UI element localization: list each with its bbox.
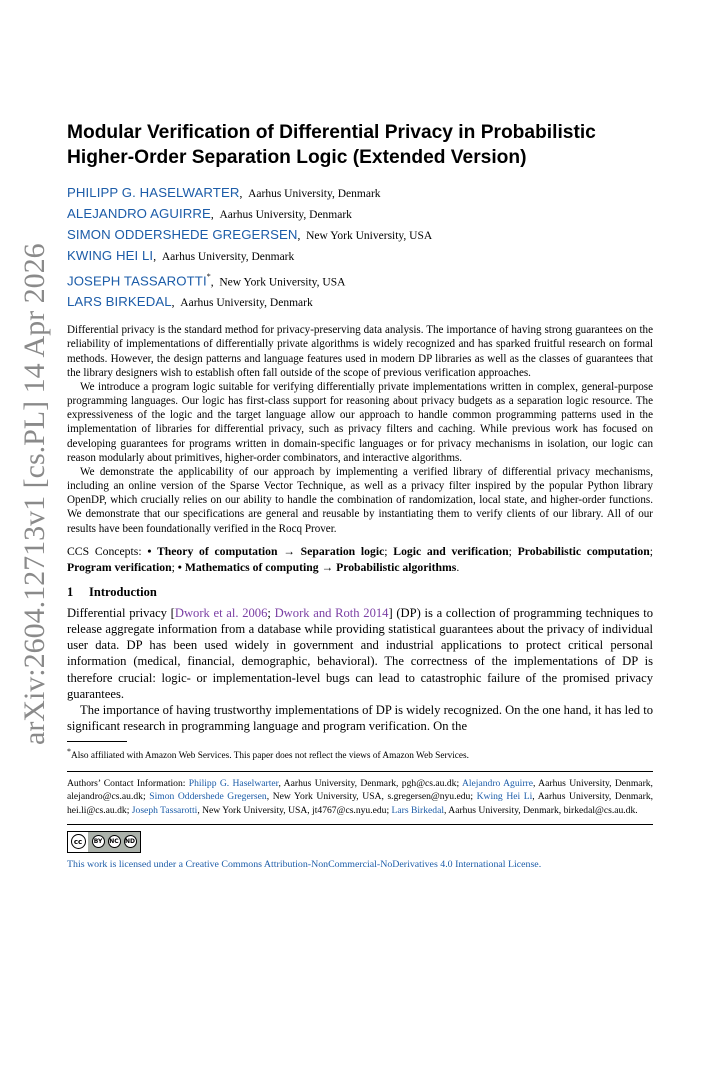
contact-author-link[interactable]: Joseph Tassarotti [131,804,198,816]
author-list [67,183,653,313]
paper-title [67,120,653,170]
footnote-marker[interactable]: * [206,272,211,281]
author-affiliation: New York University, USA [306,230,433,242]
ccs-term: Separation logic [300,544,385,558]
ccs-term: Mathematics of computing [184,560,319,574]
footnote-marker: * [67,746,71,756]
author-name[interactable]: PHILIPP G. HASELWARTER [67,185,240,200]
author-affiliation: Aarhus University, Denmark [248,188,381,200]
author-affiliation: Aarhus University, Denmark [161,251,295,263]
author-affiliation: Aarhus University, Denmark [180,297,313,310]
author-name[interactable]: LARS BIRKEDAL [67,294,172,310]
author-entry: KWING HEI LI, Aarhus University, Denmark [67,248,295,263]
author-name[interactable]: KWING HEI LI [67,248,154,263]
ccs-separator: ; [171,560,178,574]
abstract-paragraph: We demonstrate the applicability of our approach by implementing a verified library of differential privacy mechanisms, including an online version of the Sparse Vector Technique, as well as a privacy filter inspired by the popular Python library OpenDP, which crucially relies on our ability to handle the combination of randomization, local state, and higher-order functions. We demonstrate that our specifications are general and reusable by instantiating them to verify clients of our library. All of our results have been foundationally verified in the Rocq Prover. [67,465,653,535]
author-entry: SIMON ODDERSHEDE GREGERSEN, New York University, USA [67,227,433,242]
cc-by-nc-nd-icons [88,832,140,852]
contact-author-link[interactable]: Simon Oddershede Gregersen [149,791,267,803]
introduction-body [67,605,653,735]
author-entry: PHILIPP G. HASELWARTER, Aarhus University, Denmark [67,185,381,200]
ccs-separator: ; [508,544,518,558]
citation-link[interactable]: Dwork et al. 2006 [174,605,268,620]
cc-icon: cc [68,832,88,852]
ccs-term: Logic and verification [393,544,509,558]
creative-commons-badge[interactable] [67,831,141,853]
body-paragraph: Differential privacy [Dwork et al. 2006; Dwork and Roth 2014] (DP) is a collection of programming techniques to release aggregate information from a database while providing statistical guarantees about the privacy of individual user data. DP has been used widely in government and industrial applications to protect critical personal information (medical, financial, demographic, behavioral). The correctness of the implementations of DP is therefore crucial: logic- or implementation-level bugs can lead to catastrophic failure of the promised privacy guarantees. [67,605,653,701]
cc-nd-icon: ND [124,835,137,848]
abstract-paragraph: We introduce a program logic suitable for verifying differentially private implementations written in complex, general-purpose programming languages. Our logic has first-class support for reasoning about privacy budgets as a separation logic resource. The expressiveness of the logic and the target language allow our approach to handle common programming patterns used in the implementation of libraries for differential privacy, such as privacy filters and caching. While previous work has focused on developing guarantees for programs written in domain-specific languages or for privacy mechanisms in isolation, our logic can reason modularly about primitives, higher-order combinators, and interactive algorithms. [67,380,653,464]
license-link[interactable]: This work is licensed under a Creative Commons Attribution-NonCommercial-NoDerivatives 4.0 International License. [67,858,542,870]
contact-author-link[interactable]: Alejandro Aguirre [461,777,533,789]
footnote-text: Also affiliated with Amazon Web Services. This paper does not reflect the views of Amazon Web Services. [71,750,469,761]
title-line-2: Higher-Order Separation Logic (Extended Version) [67,147,527,168]
author-affiliation: New York University, USA [219,276,346,289]
author-entry: JOSEPH TASSAROTTI*, New York University, USA [67,272,346,289]
ccs-arrow: → [277,544,301,558]
contact-author-link[interactable]: Lars Birkedal [391,804,445,816]
ccs-separator: ; [649,544,654,558]
contact-author-link[interactable]: Kwing Hei Li [476,791,533,803]
ccs-term: Theory of computation [156,544,278,558]
ccs-arrow: → [318,560,337,574]
contact-label: Authors’ Contact Information: [67,777,189,789]
ccs-label: CCS Concepts: [67,544,148,558]
section-heading [67,585,653,600]
footnote [67,745,653,763]
abstract-paragraph: Differential privacy is the standard method for privacy-preserving data analysis. The importance of having strong guarantees on the reliability of implementations of differentially private algorithms is widely recognized and has sparked fruitful research on formal methods. However, the design patterns and language features used in modern DP libraries as well as the classes of guarantees that the library designers wish to establish often fall outside of the scope of previous verification approaches. [67,324,653,379]
license-divider [67,824,653,825]
body-paragraph: The importance of having trustworthy implementations of DP is widely recognized. On the one hand, it has led to significant research in programming language and program verification. On the [67,703,653,734]
abstract [67,323,653,535]
ccs-bullet: • [147,544,157,558]
author-entry: ALEJANDRO AGUIRRE, Aarhus University, Denmark [67,206,352,221]
ccs-bullet: • [177,560,185,574]
cc-nc-icon: NC [108,835,121,848]
arxiv-identifier: arXiv:2604.12713v1 [cs.PL] 14 Apr 2026 [18,243,51,745]
ccs-term: Program verification [67,560,172,574]
author-name[interactable]: JOSEPH TASSAROTTI [67,273,207,289]
cc-by-icon: BY [92,835,105,848]
ccs-end: . [456,560,460,574]
section-number: 1 [67,584,74,599]
paper-first-page [67,120,653,871]
contact-author-link[interactable]: Philipp G. Haselwarter [188,777,279,789]
author-name[interactable]: ALEJANDRO AGUIRRE [67,206,211,221]
ccs-concepts [67,544,653,576]
ccs-separator: ; [384,544,394,558]
author-contact-info: Authors’ Contact Information: Philipp G. Haselwarter, Aarhus University, Denmark, pgh@cs.au.dk; Alejandro Aguirre, Aarhus University, Denmark, alejandro@cs.au.dk; Simon Oddershede Gregersen, New York University, USA, s.gregersen@nyu.edu; Kwing Hei Li, Aarhus University, Denmark, hei.li@cs.au.dk; Joseph Tassarotti, New York University, USA, jt4767@cs.nyu.edu; Lars Birkedal, Aarhus University, Denmark, birkedal@cs.au.dk. [67,777,654,816]
footnote-divider [67,741,127,742]
ccs-term: Probabilistic algorithms [336,560,457,574]
contact-divider [67,771,653,772]
author-name[interactable]: SIMON ODDERSHEDE GREGERSEN [67,227,298,242]
citation-link[interactable]: Dwork and Roth 2014 [274,605,389,620]
author-affiliation: Aarhus University, Denmark [219,209,352,221]
ccs-term: Probabilistic computation [517,544,650,558]
title-line-1: Modular Verification of Differential Privacy in Probabilistic [67,122,596,143]
section-title: Introduction [89,584,157,599]
author-entry: LARS BIRKEDAL, Aarhus University, Denmark [67,294,313,310]
